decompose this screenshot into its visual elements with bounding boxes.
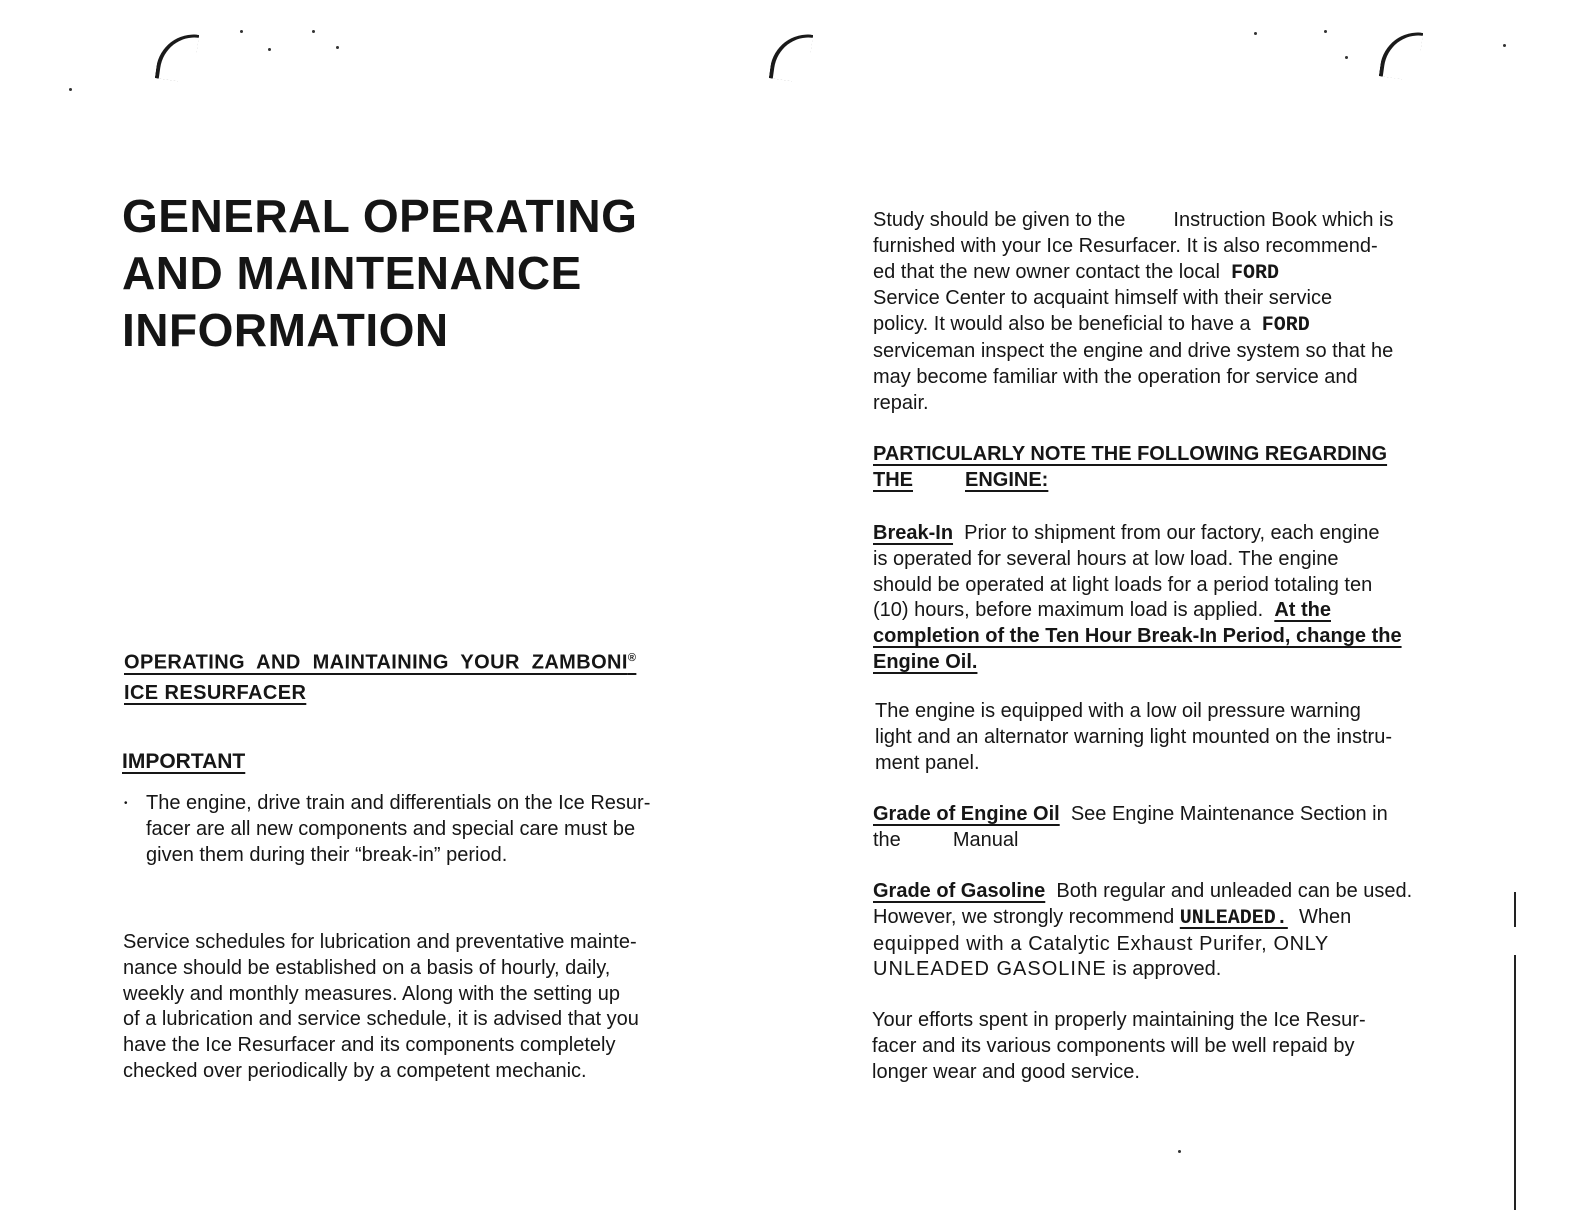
break-in-label: Break-In <box>873 522 954 544</box>
emphasis-text: completion of the Ten Hour Break-In Period, change the <box>873 625 1402 648</box>
scan-speck <box>1345 56 1348 59</box>
brand-name: FORD <box>1261 314 1310 338</box>
text-fragment: However, we strongly recommend <box>873 905 1175 928</box>
bullet-icon: • <box>124 798 128 809</box>
scan-speck <box>1324 30 1327 33</box>
text-line: equipped with a Catalytic Exhaust Purifer, ONLY <box>873 932 1329 955</box>
text-line: ment panel. <box>875 751 980 774</box>
text-fragment: Study should be given to the <box>873 209 1126 231</box>
note-heading <box>873 442 1387 494</box>
binder-hole-mark <box>155 30 199 84</box>
scan-speck <box>312 30 315 33</box>
text-fragment: the <box>873 828 901 851</box>
scan-speck <box>1503 44 1506 47</box>
scan-edge-line <box>1514 955 1516 1210</box>
engine-oil-label: Grade of Engine Oil <box>873 803 1060 825</box>
scan-speck <box>268 48 271 51</box>
closing-paragraph <box>872 1008 1366 1085</box>
text-line: checked over periodically by a competent mechanic. <box>123 1059 587 1082</box>
text-fragment: ed that the new owner contact the local <box>873 260 1220 283</box>
text-fragment: See Engine Maintenance Section in <box>1070 803 1388 825</box>
text-line: The engine is equipped with a low oil pressure warning <box>875 700 1361 722</box>
break-in-paragraph <box>873 521 1402 676</box>
text-line: nance should be established on a basis of hourly, daily, <box>123 956 611 979</box>
text-line: should be operated at light loads for a period totaling ten <box>873 573 1373 596</box>
text-line: longer wear and good service. <box>872 1060 1140 1083</box>
emphasis-text: At the <box>1274 599 1331 622</box>
warning-light-paragraph <box>875 699 1392 776</box>
text-line: may become familiar with the operation for service and <box>873 365 1358 388</box>
emphasis-text: UNLEADED. <box>1179 906 1288 930</box>
important-paragraph <box>146 791 650 868</box>
binder-hole-mark <box>1379 28 1423 82</box>
emphasis-text: Engine Oil. <box>873 650 978 673</box>
text-line: Service Center to acquaint himself with their service <box>873 287 1333 310</box>
binder-hole-mark <box>769 30 813 84</box>
text-fragment: THE <box>873 468 913 491</box>
title-line: INFORMATION <box>122 304 449 356</box>
text-fragment: policy. It would also be beneficial to have a <box>873 313 1251 336</box>
section-heading <box>124 646 636 707</box>
text-line: have the Ice Resurfacer and its components completely <box>123 1034 616 1057</box>
gasoline-paragraph <box>873 879 1412 983</box>
scan-speck <box>336 46 339 49</box>
text-fragment: Instruction Book which is <box>1173 209 1394 231</box>
engine-oil-paragraph <box>873 802 1388 854</box>
note-heading-line: PARTICULARLY NOTE THE FOLLOWING REGARDING <box>873 443 1388 465</box>
registered-mark: ® <box>627 652 637 664</box>
text-line: is operated for several hours at low load. The engine <box>873 547 1339 570</box>
text-line: facer and its various components will be well repaid by <box>872 1034 1355 1057</box>
scan-edge-line <box>1514 892 1516 927</box>
scan-speck <box>1178 1150 1181 1153</box>
text-fragment: When <box>1298 905 1352 928</box>
study-paragraph <box>873 208 1394 416</box>
section-heading-line2: ICE RESURFACER <box>124 682 307 705</box>
text-fragment: Manual <box>952 828 1019 851</box>
text-line: furnished with your Ice Resurfacer. It is also recommend- <box>873 234 1378 257</box>
text-line: repair. <box>873 391 929 414</box>
text-fragment: is approved. <box>1112 958 1222 981</box>
text-fragment: Prior to shipment from our factory, each engine <box>964 522 1380 544</box>
service-schedule-paragraph <box>123 930 639 1085</box>
text-fragment: ENGINE: <box>965 468 1049 491</box>
text-fragment: (10) hours, before maximum load is applied. <box>873 599 1264 622</box>
title-line: AND MAINTENANCE <box>122 247 582 299</box>
text-line: light and an alternator warning light mounted on the instru- <box>875 725 1392 748</box>
text-fragment: Both regular and unleaded can be used. <box>1056 880 1413 902</box>
scan-speck <box>1254 32 1257 35</box>
text-line: Your efforts spent in properly maintaining the Ice Resur- <box>872 1009 1366 1031</box>
text-line: weekly and monthly measures. Along with the setting up <box>123 982 620 1005</box>
gasoline-label: Grade of Gasoline <box>873 880 1046 902</box>
emphasis-text: UNLEADED GASOLINE <box>873 958 1107 981</box>
text-line: facer are all new components and special care must be <box>146 817 636 840</box>
text-line: Service schedules for lubrication and preventative mainte- <box>123 931 637 953</box>
scan-speck <box>240 30 243 33</box>
brand-name: FORD <box>1231 261 1280 285</box>
important-label: IMPORTANT <box>122 750 246 773</box>
scan-speck <box>69 88 72 91</box>
text-line: of a lubrication and service schedule, it is advised that you <box>123 1008 639 1031</box>
text-line: serviceman inspect the engine and drive system so that he <box>873 339 1394 362</box>
section-heading-line1: OPERATING AND MAINTAINING YOUR ZAMBONI <box>124 651 628 674</box>
title-line: GENERAL OPERATING <box>122 190 638 242</box>
page-title <box>122 188 637 359</box>
text-line: The engine, drive train and differentials on the Ice Resur- <box>146 792 651 814</box>
text-line: given them during their “break-in” period. <box>146 843 508 866</box>
